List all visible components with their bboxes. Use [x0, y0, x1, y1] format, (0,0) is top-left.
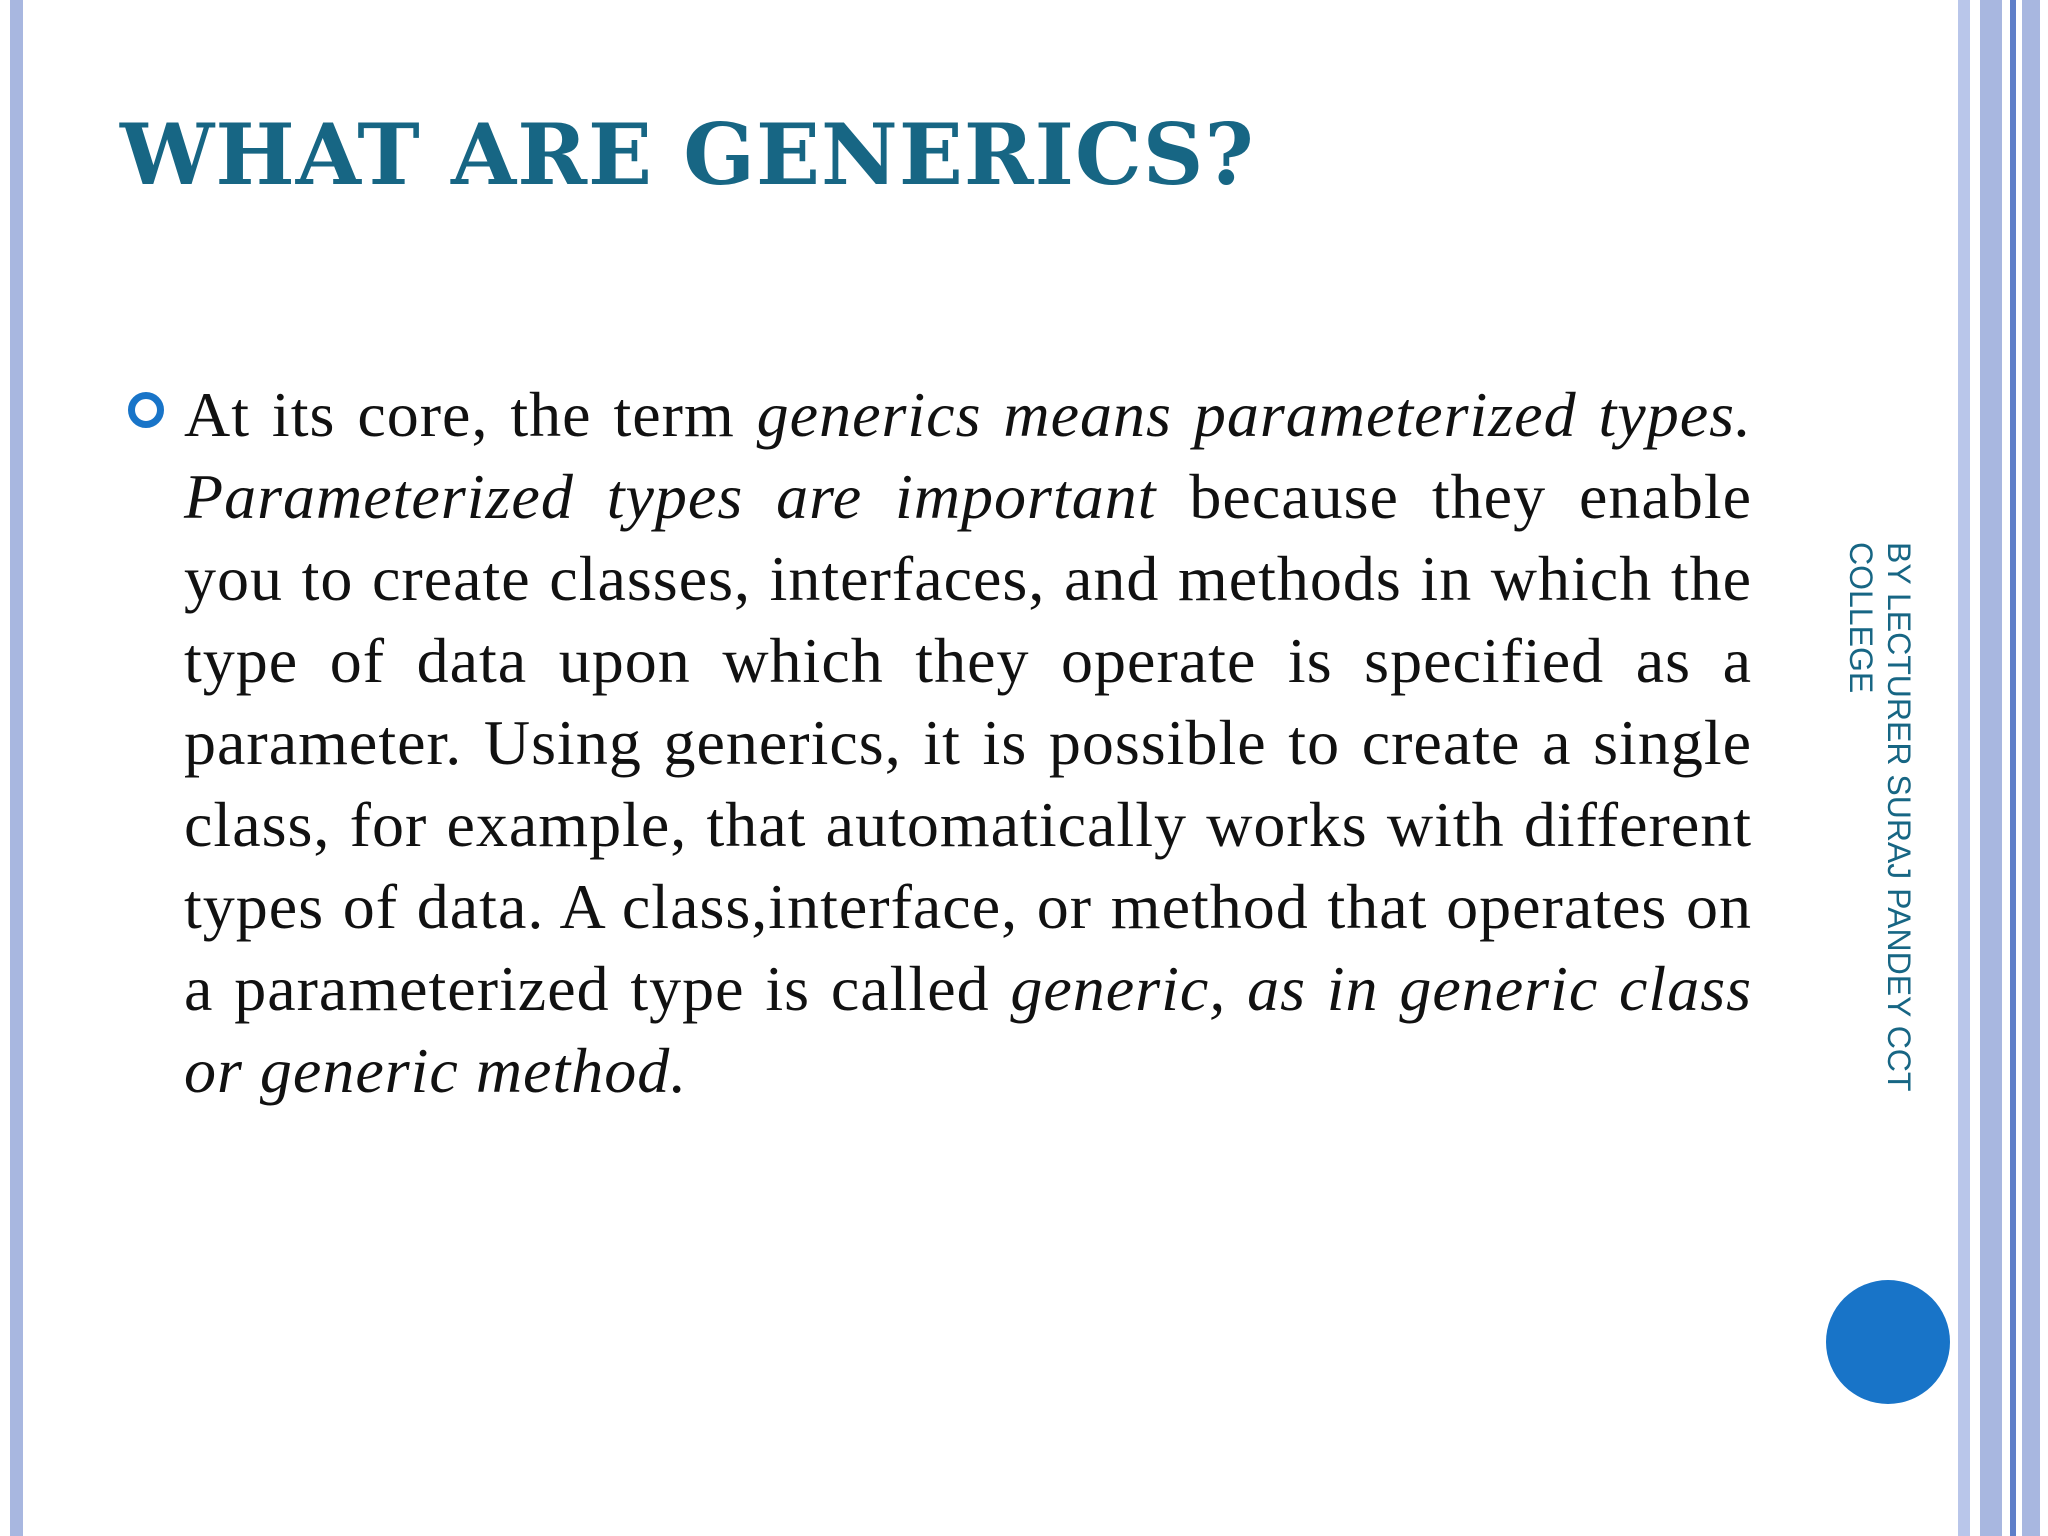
right-border-band: [1958, 0, 1970, 1536]
body-text-segment: because they enable you to create classes, interfaces, and methods in which the type of data upon which they operate is specified as a parameter. Using generics, it is possible to create a single class, for example, that automatically works with different types of data. A class,interface, or method that operates on a parameterized type is called: [184, 461, 1752, 1024]
slide-title: WHAT ARE GENERICS?: [120, 105, 1255, 204]
body-text-segment: At its core, the term: [184, 379, 757, 450]
body-text-italic-segment: generics means parameterized types. Parameterized types are important: [184, 379, 1752, 532]
body-text-italic-segment: generic, as in generic class or generic method.: [184, 953, 1752, 1106]
decorative-dot: [1826, 1280, 1950, 1404]
bullet-paragraph: [184, 374, 1752, 1112]
bullet-circle-icon: [128, 392, 164, 428]
left-border-bar: [10, 0, 23, 1536]
side-credit-text: BY LECTURER SURAJ PANDEY CCT COLLEGE: [1843, 542, 1917, 1091]
right-border-band: [1980, 0, 2002, 1536]
right-border-band: [2022, 0, 2040, 1536]
right-border-band: [2010, 0, 2016, 1536]
